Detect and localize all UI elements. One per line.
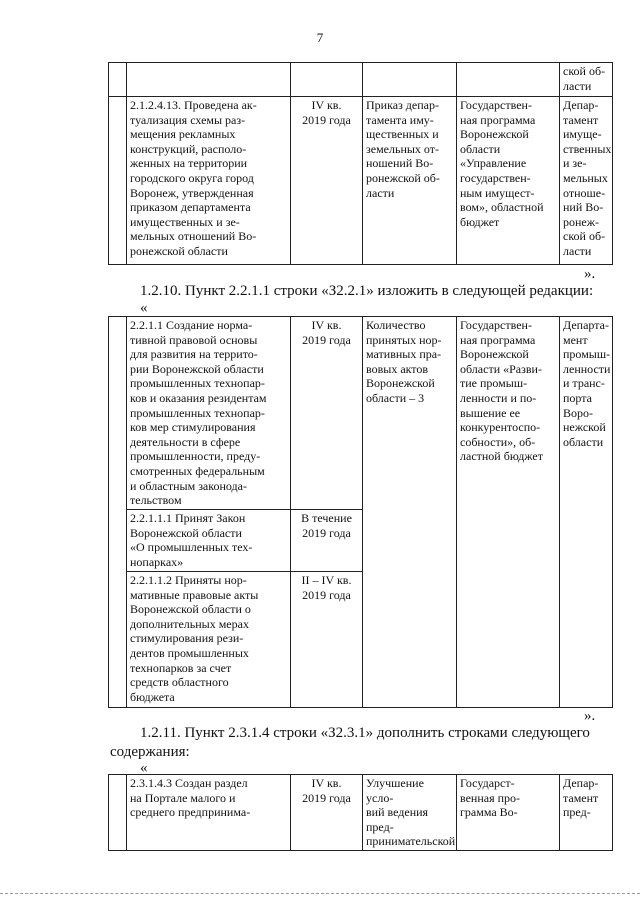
table-row	[109, 317, 613, 510]
table-cell: 2.3.1.4.3 Создан раздел на Портале малого и среднего предпринима-	[127, 775, 291, 851]
table-2	[108, 316, 613, 708]
table-cell: Государствен- ная программа Воронежской области «Управление государствен- ным имущест- вом», областной бюджет	[457, 97, 560, 265]
table-row	[109, 97, 613, 265]
table-cell: В течение 2019 года	[291, 510, 363, 572]
page-number: 7	[316, 30, 324, 45]
table-cell	[457, 63, 560, 97]
table-cell: Улучшение усло- вий ведения пред- принимательской	[363, 775, 457, 851]
table-cell: ской об- ласти	[560, 63, 613, 97]
opening-quote-2: «	[140, 760, 148, 776]
table-cell: IV кв. 2019 года	[291, 317, 363, 510]
table-cell: Количество принятых нор- мативных пра- вовых актов Воронежской области – 3	[363, 317, 457, 708]
table-cell	[109, 63, 127, 97]
table-cell: Депар- тамент пред-	[560, 775, 613, 851]
table-cell: 2.2.1.1.2 Приняты нор- мативные правовые акты Воронежской области о дополнительных мерах стимулирования рези- дентов промышленных технопарков за счет средств областного бюджета	[127, 572, 291, 708]
table-cell: 2.2.1.1.1 Принят Закон Воронежской области «О промышленных тех- нопарках»	[127, 510, 291, 572]
table-3	[108, 774, 613, 851]
table-cell: IV кв. 2019 года	[291, 775, 363, 851]
table-1	[108, 62, 613, 265]
table-cell	[291, 63, 363, 97]
table-cell: Государствен- ная программа Воронежской области «Разви- тие промыш- ленности и по- вышение ее конкурентоспо- собности», об- ластной бюджет	[457, 317, 560, 708]
table-cell	[127, 63, 291, 97]
table-cell: Государст- венная про- грамма Во-	[457, 775, 560, 851]
table-cell	[109, 317, 127, 708]
table-cell: Депар- тамент имуще- ственных и зе- мельных отноше- ний Во- ронеж- ской об- ласти	[560, 97, 613, 265]
table-cell	[109, 775, 127, 851]
paragraph-1-2-11: 1.2.11. Пункт 2.3.1.4 строки «З2.3.1» дополнить строками следующего содержания:	[110, 725, 590, 760]
table-cell: Приказ депар- тамента иму- щественных и земельных от- ношений Во- ронежской об- ласти	[363, 97, 457, 265]
paragraph-1-2-10: 1.2.10. Пункт 2.2.1.1 строки «З2.2.1» изложить в следующей редакции:	[140, 283, 594, 299]
table-cell: II – IV кв. 2019 года	[291, 572, 363, 708]
table-cell: IV кв. 2019 года	[291, 97, 363, 265]
table-cell: Департа- мент промыш- ленности и транс- порта Воро- нежской области	[560, 317, 613, 708]
table-cell	[109, 97, 127, 265]
page-cut-line	[0, 893, 640, 894]
closing-quote-2: ».	[584, 708, 596, 724]
table-cell	[363, 63, 457, 97]
table-cell: 2.2.1.1 Создание норма- тивной правовой основы для развития на террито- рии Воронежской области промышленных технопар- ков и оказания резидентам промышленных технопар- ков мер стимулирования деятельности в сфере промышленности, преду- смотренных федеральным и областным законода- тельством	[127, 317, 291, 510]
opening-quote-1: «	[140, 300, 148, 316]
closing-quote-1: ».	[584, 266, 596, 282]
table-cell: 2.1.2.4.13. Проведена ак- туализация схемы раз- мещения рекламных конструкций, располо- женных на территории городского округа город Воронеж, утвержденная приказом департамента имущественных и зе- мельных отношений Во- ронежской области	[127, 97, 291, 265]
table-row	[109, 63, 613, 97]
table-row	[109, 775, 613, 851]
